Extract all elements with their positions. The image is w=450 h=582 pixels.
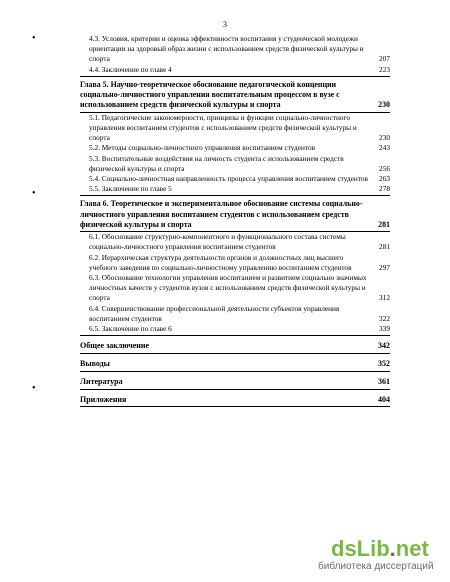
toc-entry-title: Глава 5. Научно-теоретическое обоснование педагогической концепции социально-личностного управления воспитательным процессом в вузе с использованием средств физической культуры и спорта	[80, 79, 340, 110]
toc-entry-page: 281	[379, 242, 390, 252]
divider	[80, 389, 390, 390]
table-of-contents	[80, 34, 390, 407]
toc-section	[80, 377, 390, 388]
toc-entry-title: 5.2. Методы социально-личностного управления воспитанием студентов	[89, 143, 316, 153]
toc-entry-title: 5.4. Социально-личностная направленность процесса управления воспитанием студентов	[89, 173, 369, 183]
toc-chapter	[80, 80, 390, 111]
divider	[80, 195, 390, 196]
toc-entry-page: 339	[379, 324, 390, 334]
toc-entry-page: 223	[379, 64, 390, 74]
toc-entry	[80, 324, 390, 334]
toc-entry-title: 6.3. Обоснование технологии управления воспитанием и развитием социально значимых личностных качеств у студентов вузов с использованием средств физической культуры и спорта	[89, 273, 367, 303]
logo-main-text: dsLib	[331, 536, 390, 561]
toc-entry-page: 263	[379, 173, 390, 183]
toc-entry-page: 352	[378, 359, 390, 369]
toc-entry-page: 361	[378, 376, 390, 386]
toc-entry-page: 230	[378, 100, 390, 110]
margin-bullet: •	[32, 33, 36, 44]
toc-entry-title: 4.4. Заключение по главе 4	[89, 64, 172, 74]
toc-entry	[80, 113, 390, 144]
divider	[80, 353, 390, 354]
toc-entry-page: 207	[379, 54, 390, 64]
watermark-caption: библиотека диссертаций	[318, 561, 434, 572]
divider	[80, 371, 390, 372]
toc-entry-title: 6.1. Обоснование структурно-компонентного и функционального состава системы социально-личностного управления воспитанием студентов	[89, 232, 346, 252]
toc-entry	[80, 273, 390, 304]
toc-entry	[80, 34, 390, 65]
toc-entry-title: 6.2. Иерархическая структура деятельности органов и должностных лиц высшего учебного заведения по социально-личностному управлению воспитанием студентов	[89, 252, 352, 272]
margin-bullet: •	[32, 383, 36, 394]
toc-entry-page: 312	[379, 293, 390, 303]
toc-entry	[80, 65, 390, 75]
divider	[80, 335, 390, 336]
toc-entry-page: 297	[379, 262, 390, 272]
toc-section	[80, 359, 390, 370]
toc-entry	[80, 174, 390, 184]
toc-entry	[80, 154, 390, 174]
toc-entry-page: 322	[379, 313, 390, 323]
toc-entry-title: 6.5. Заключение по главе 6	[89, 324, 172, 334]
toc-entry-title: Глава 6. Теоретическое и экспериментальное обоснование системы социально-личностного управления воспитанием студентов с использованием средств физической культуры и спорта	[80, 199, 363, 229]
toc-entry	[80, 143, 390, 153]
divider	[80, 76, 390, 77]
toc-entry-title: 5.3. Воспитательные воздействия на личность студента с использованием средств физической культуры и спорта	[89, 153, 344, 173]
logo-dot: .	[389, 536, 396, 561]
page-number: 3	[223, 20, 227, 29]
toc-entry-title: Приложения	[80, 394, 127, 404]
toc-entry-title: Литература	[80, 376, 123, 386]
toc-section	[80, 341, 390, 352]
toc-entry	[80, 304, 390, 324]
toc-entry	[80, 232, 390, 252]
toc-entry-title: 4.3. Условия, критерии и оценка эффективности воспитания у студенческой молодежи ориентации на здоровый образ жизни с использованием средств физической культуры и спорта	[89, 34, 364, 64]
toc-entry-title: 6.4. Совершенствование профессиональной деятельности субъектов управления воспитанием студентов	[89, 303, 340, 323]
divider	[80, 406, 390, 407]
toc-entry-page: 404	[378, 394, 390, 404]
toc-entry-title: Выводы	[80, 359, 110, 369]
margin-bullet: •	[32, 188, 36, 199]
toc-section	[80, 395, 390, 406]
toc-entry-page: 243	[379, 143, 390, 153]
toc-entry	[80, 184, 390, 194]
toc-entry-page: 230	[379, 133, 390, 143]
toc-entry-page: 278	[379, 184, 390, 194]
dslib-logo	[331, 536, 429, 562]
toc-entry-page: 256	[379, 163, 390, 173]
toc-chapter	[80, 199, 390, 230]
toc-entry	[80, 253, 390, 273]
toc-entry-title: 5.1. Педагогические закономерности, принципы и функции социально-личностного управления воспитанием студентов с использованием средств физической культуры и спорта	[89, 112, 357, 143]
toc-entry-page: 342	[378, 341, 390, 351]
toc-entry-title: Общее заключение	[80, 341, 150, 351]
toc-entry-title: 5.5. Заключение по главе 5	[89, 184, 172, 194]
toc-entry-page: 281	[378, 219, 390, 229]
logo-tld-text: net	[395, 536, 429, 561]
